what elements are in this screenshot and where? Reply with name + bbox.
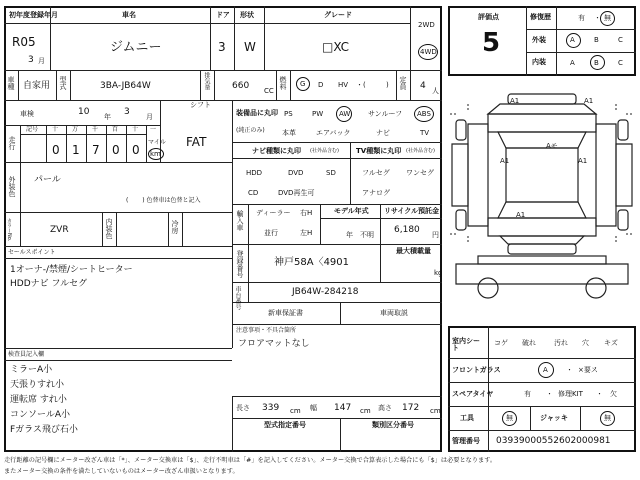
mileage-digit-4: 0 [132, 143, 140, 157]
seat-hole: 穴 [582, 339, 589, 347]
width-unit: cm [360, 407, 371, 415]
owner-manual: 車両取説 [380, 309, 408, 317]
shift-label: シフト [190, 101, 211, 109]
equipment-sublabel: (純正のみ) [236, 127, 265, 134]
navi-hdd: HDD [246, 169, 263, 177]
repair-label: 修復歴 [530, 13, 551, 21]
repair-yes: 有 [578, 14, 585, 22]
model-value: 3BA-JB64W [100, 81, 151, 91]
import-dealer: ディーラー [256, 209, 291, 217]
spare-yes: 有 [524, 390, 531, 398]
score-label: 評価点 [478, 13, 499, 21]
exterior-color: パール [34, 175, 61, 185]
chassis-value: JB64W-284218 [292, 287, 359, 297]
category-label: 車種 [7, 76, 15, 90]
doors-label: ドア [216, 11, 230, 19]
color-no-value: ZVR [50, 225, 69, 235]
inspector-line-4: コンソールA小 [10, 410, 70, 420]
selling-points-label: セールスポイント [8, 249, 56, 256]
grade-label: グレード [324, 11, 352, 19]
digit-header-hyaku: 百 [112, 126, 119, 133]
displacement-unit: CC [264, 87, 274, 95]
capacity-label: 定員 [399, 76, 407, 90]
mileage-digit-2: 7 [92, 143, 100, 157]
length-value: 339 [262, 403, 280, 413]
exterior-note: ( ) 色替車は色替と記入 [126, 197, 201, 204]
tv-fullseg: フルセグ [362, 169, 390, 177]
front-glass-a: A [543, 366, 548, 374]
car-name-value: ジムニー [110, 40, 162, 55]
inspection-label: 車検 [20, 110, 34, 118]
exterior-c: C [618, 36, 623, 44]
drive-4wd: 4WD [420, 48, 437, 56]
displacement-value: 660 [232, 81, 250, 91]
interior-c: C [618, 59, 623, 67]
tools-label: 工具 [460, 414, 474, 422]
damage-mark-2: A1 [584, 97, 594, 105]
navi-cd: CD [248, 189, 259, 197]
unit-km: km [150, 150, 161, 158]
digit-header-sen: 千 [92, 126, 99, 133]
selling-point-2: HDDナビ フルセグ [10, 279, 88, 289]
fuel-d: D [318, 81, 324, 89]
digit-header-10man: 十 [52, 126, 59, 133]
exterior-a: A [570, 36, 575, 44]
equip-leather: 本革 [282, 129, 296, 137]
first-reg-era: R05 [12, 35, 36, 49]
first-reg-label: 初年度登録年月 [9, 11, 58, 19]
inspector-line-1: ミラーA小 [10, 365, 53, 375]
tv-label: TV種類に丸印 [356, 147, 402, 155]
selling-point-1: 1オーナ-/禁煙/シートヒーター [10, 265, 133, 275]
import-label: 輸入車 [236, 210, 244, 231]
mileage-digit-1: 1 [72, 143, 80, 157]
equip-aw: AW [339, 110, 351, 118]
navi-sublabel: (社外品含む) [310, 148, 339, 154]
notes-value: フロアマットなし [238, 339, 310, 349]
interior-color-label: 内装色 [105, 218, 113, 239]
inspection-year-unit: 年 [104, 113, 111, 121]
max-load-label: 最大積載量 [396, 247, 431, 255]
tv-oneseg: ワンセグ [406, 169, 434, 177]
inspection-month-unit: 月 [146, 113, 153, 121]
jack-value: 無 [604, 414, 611, 422]
seat-tear: 破れ [522, 339, 536, 347]
navi-dvd: DVD [288, 169, 304, 177]
model-year-value: 年 不明 [346, 231, 374, 239]
height-value: 172 [402, 403, 420, 413]
max-load-unit: kg [434, 269, 443, 277]
spare-tire-label: スペアタイヤ [452, 390, 494, 398]
import-right: 右H [300, 209, 313, 217]
fuel-g: G [300, 80, 306, 88]
front-glass-label: フロントガラス [452, 366, 501, 374]
digit-header-ichi: 一 [150, 126, 157, 133]
car-damage-diagram [448, 84, 636, 320]
repair-no: 無 [604, 14, 611, 22]
height-label: 高さ [378, 404, 392, 412]
new-car-warranty: 新車保証書 [268, 309, 303, 317]
fuel-hv: HV [338, 81, 349, 89]
damage-mark-6: Aモ [546, 142, 558, 150]
car-name-label: 車名 [122, 11, 136, 19]
equip-abs: ABS [417, 110, 431, 118]
seat-scratch: キズ [604, 339, 618, 347]
footer-note-2: またメーター交換の条件を満たしていないものはメーター改ざん車扱いとなります。 [4, 468, 239, 475]
damage-mark-5: A1 [516, 211, 526, 219]
height-unit: cm [430, 407, 441, 415]
width-value: 147 [334, 403, 352, 413]
interior-b: B [594, 59, 599, 67]
tv-sublabel: (社外品含む) [406, 148, 435, 154]
equip-tv: TV [420, 129, 430, 137]
drive-2wd: 2WD [418, 21, 435, 29]
navi-dvd-play: DVD再生可 [278, 189, 315, 197]
fuel-close: ) [386, 81, 389, 89]
damage-mark-1: A1 [510, 97, 520, 105]
shape-label: 形状 [240, 11, 254, 19]
equip-airbag: エアバック [316, 129, 351, 137]
recycle-unit: 円 [432, 231, 439, 239]
repair-dot: ・ [594, 14, 601, 22]
unit-mile: マイル [148, 139, 166, 146]
damage-mark-3: A1 [500, 157, 510, 165]
tools-value: 無 [506, 414, 513, 422]
doors-value: 3 [218, 40, 226, 54]
footer-note-1: 走行距離の記号欄にメーター改ざん車は「*」、メーター交換車は「$」、走行不明車は「#」を記入してください。メーター交換で合算表示した場合にも「$」は必要となります。 [4, 457, 497, 464]
equip-navi: ナビ [376, 129, 390, 137]
inspection-month: 3 [124, 107, 130, 117]
cooler-label: 冷房 [171, 220, 179, 234]
exterior-label: 外装色 [8, 176, 16, 197]
digit-header-sign: 記号 [26, 126, 39, 133]
notes-label: 注意事項・不具合箇所 [236, 327, 297, 334]
type-designation-label: 型式指定番号 [264, 421, 306, 429]
shift-value: FAT [186, 135, 207, 149]
recycle-value: 6,180 [394, 225, 420, 235]
inspector-line-2: 天張りすれ小 [10, 380, 65, 390]
spare-dot1: ・ [546, 390, 553, 398]
capacity-value: 4 [420, 81, 426, 91]
inspector-line-5: Fガラス飛び石小 [10, 425, 78, 435]
shape-value: W [244, 40, 256, 54]
import-parallel: 並行 [264, 229, 278, 237]
score-value: 5 [482, 28, 501, 58]
width-label: 幅 [310, 404, 317, 412]
fuel-other: ・( [356, 81, 366, 89]
month-unit: 月 [38, 57, 45, 65]
tv-analog: アナログ [362, 189, 390, 197]
mileage-digit-5: 0 [52, 143, 60, 157]
equip-sunroof: サンルーフ [368, 110, 403, 118]
control-label: 管理番号 [452, 437, 480, 445]
spare-repair-kit: 修理KIT [558, 390, 583, 398]
seat-stain: 汚れ [554, 339, 568, 347]
equip-pw: PW [312, 110, 324, 118]
control-value: 0393900055260200​0981 [496, 436, 611, 446]
digit-header-juu: 十 [132, 126, 139, 133]
interior-grade-label: 内装 [532, 58, 546, 66]
category-value: 自家用 [23, 81, 51, 91]
navi-sd: SD [326, 169, 336, 177]
inspection-year: 10 [78, 107, 90, 117]
spare-dot2: ・ [596, 390, 603, 398]
grade-value: □XC [322, 40, 350, 54]
mileage-label: 走行 [8, 136, 16, 150]
model-label: 型式 [59, 76, 67, 90]
jack-label: ジャッキ [540, 414, 568, 422]
front-glass-dot: ・ [566, 366, 573, 374]
interior-a: A [570, 59, 575, 67]
registration-value: 神戸58A〈4901 [274, 257, 350, 268]
length-label: 長さ [236, 404, 250, 412]
digit-header-man: 万 [72, 126, 79, 133]
color-no-label: カラーNo. [6, 218, 12, 242]
exterior-grade-label: 外装 [532, 36, 546, 44]
front-glass-replace: ×要ス [578, 366, 598, 374]
chassis-label: 車台番号 [234, 286, 241, 310]
navi-label: ナビ種類に丸印 [252, 147, 301, 155]
fuel-label: 燃料 [279, 76, 287, 90]
equip-ps: PS [284, 110, 293, 118]
first-reg-month: 3 [28, 55, 34, 65]
inspector-line-3: 運転席 すれ小 [10, 395, 67, 405]
equipment-label: 装備品に丸印 [236, 109, 278, 117]
mileage-digit-3: 0 [112, 143, 120, 157]
inspector-label: 検査員記入欄 [8, 351, 45, 358]
seats-label: 室内シート [452, 337, 480, 352]
import-left: 左H [300, 229, 313, 237]
length-unit: cm [290, 407, 301, 415]
class-number-label: 類別区分番号 [372, 421, 414, 429]
capacity-unit: 人 [432, 87, 439, 95]
spare-none: 欠 [610, 390, 617, 398]
model-year-label: モデル年式 [334, 207, 369, 215]
damage-mark-4: A1 [578, 157, 588, 165]
displacement-label: 排気量 [203, 72, 210, 90]
recycle-label: リサイクル預託金 [384, 207, 440, 215]
exterior-b: B [594, 36, 599, 44]
registration-label: 登録番号 [236, 250, 244, 278]
seat-burn: コゲ [494, 339, 508, 347]
